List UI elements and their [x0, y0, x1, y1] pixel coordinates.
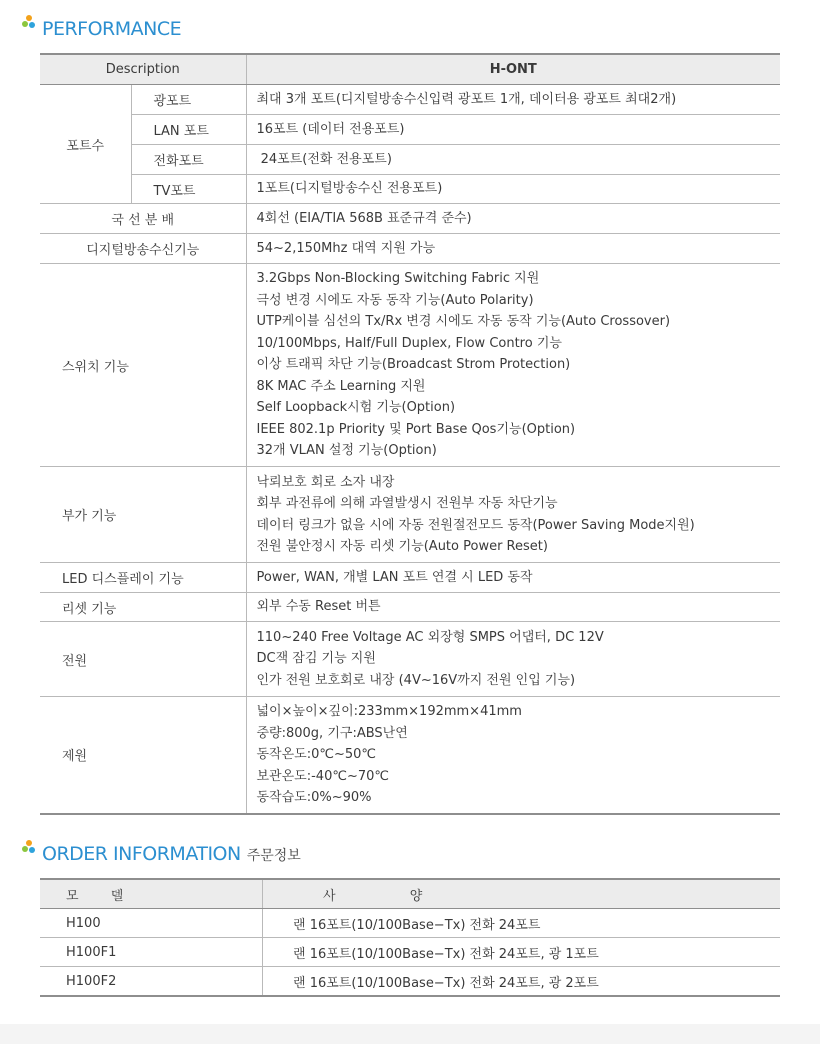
spec-cell: 랜 16포트(10/100Base−Tx) 전화 24포트, 광 2포트	[263, 967, 781, 997]
table-row	[40, 909, 780, 938]
row-label: 디지털방송수신기능	[40, 234, 246, 264]
spec-cell: 랜 16포트(10/100Base−Tx) 전화 24포트, 광 1포트	[263, 938, 781, 967]
model-cell: H100F1	[40, 938, 263, 967]
table-row	[40, 115, 780, 145]
table-row	[40, 697, 780, 814]
table-row	[40, 145, 780, 175]
order-subtitle: 주문정보	[246, 848, 301, 864]
port-name: 전화포트	[131, 145, 246, 175]
row-label: 전원	[40, 622, 246, 697]
performance-table-header	[40, 54, 780, 85]
port-name: TV포트	[131, 175, 246, 204]
spec-header: 사 양	[263, 879, 781, 909]
row-label: 부가 기능	[40, 467, 246, 563]
row-value: 외부 수동 Reset 버튼	[246, 593, 780, 622]
order-header	[22, 843, 301, 865]
port-value: 16포트 (데이터 전용포트)	[246, 115, 780, 145]
row-value: 54~2,150Mhz 대역 지원 가능	[246, 234, 780, 264]
port-value: 최대 3개 포트(디지털방송수신입력 광포트 1개, 데이터용 광포트 최대2개)	[246, 85, 780, 115]
spec-cell: 랜 16포트(10/100Base−Tx) 전화 24포트	[263, 909, 781, 938]
description-header: Description	[40, 54, 246, 85]
row-value: Power, WAN, 개별 LAN 포트 연결 시 LED 동작	[246, 563, 780, 593]
table-row	[40, 967, 780, 997]
product-header: H-ONT	[246, 54, 780, 85]
row-value: 3.2Gbps Non-Blocking Switching Fabric 지원 극성 변경 시에도 자동 동작 기능(Auto Polarity) UTP케이블 심선의 Tx/Rx 변경 시에도 자동 동작 기능(Auto Crossover) 10/100Mbps, Half/Full Duplex, Flow Contro 기능 이상 트래픽 차단 기능(Broadcast Strom Protection) 8K MAC 주소 Learning 지원 Self Loopback시험 기능(Option) IEEE 802.1p Priority 및 Port Base Qos기능(Option) 32개 VLAN 설정 기능(Option)	[246, 264, 780, 467]
performance-header	[22, 18, 181, 40]
model-cell: H100	[40, 909, 263, 938]
order-title: ORDER INFORMATION	[42, 843, 241, 865]
row-label: 스위치 기능	[40, 264, 246, 467]
ports-label: 포트수	[40, 85, 131, 204]
row-label: LED 디스플레이 기능	[40, 563, 246, 593]
row-value: 110~240 Free Voltage AC 외장형 SMPS 어댑터, DC 12V DC잭 잠김 기능 지원 인가 전원 보호회로 내장 (4V~16V까지 전원 인입 기능)	[246, 622, 780, 697]
row-value: 4회선 (EIA/TIA 568B 표준규격 준수)	[246, 204, 780, 234]
table-row	[40, 938, 780, 967]
row-value: 낙뢰보호 회로 소자 내장 회부 과전류에 의해 과열발생시 전원부 자동 차단기능 데이터 링크가 없을 시에 자동 전원절전모드 동작(Power Saving Mode지원) 전원 불안정시 자동 리셋 기능(Auto Power Reset)	[246, 467, 780, 563]
row-label: 제원	[40, 697, 246, 814]
port-value: 24포트(전화 전용포트)	[246, 145, 780, 175]
performance-title: PERFORMANCE	[42, 18, 182, 40]
table-row	[40, 175, 780, 204]
model-cell: H100F2	[40, 967, 263, 997]
model-header: 모 델	[40, 879, 263, 909]
port-name: 광포트	[131, 85, 246, 115]
port-value: 1포트(디지털방송수신 전용포트)	[246, 175, 780, 204]
table-row	[40, 204, 780, 234]
order-table-header	[40, 879, 780, 909]
table-row	[40, 593, 780, 622]
performance-table	[40, 53, 780, 815]
row-value: 넓이×높이×깊이:233mm×192mm×41mm 중량:800g, 기구:ABS난연 동작온도:0℃~50℃ 보관온도:-40℃~70℃ 동작습도:0%~90%	[246, 697, 780, 814]
table-row	[40, 234, 780, 264]
table-row	[40, 622, 780, 697]
table-row	[40, 467, 780, 563]
table-row	[40, 85, 780, 115]
row-label: 국 선 분 배	[40, 204, 246, 234]
bullet-dots-icon	[22, 840, 38, 856]
port-name: LAN 포트	[131, 115, 246, 145]
table-row	[40, 264, 780, 467]
row-label: 리셋 기능	[40, 593, 246, 622]
table-row	[40, 563, 780, 593]
bullet-dots-icon	[22, 15, 38, 31]
order-table	[40, 878, 780, 997]
